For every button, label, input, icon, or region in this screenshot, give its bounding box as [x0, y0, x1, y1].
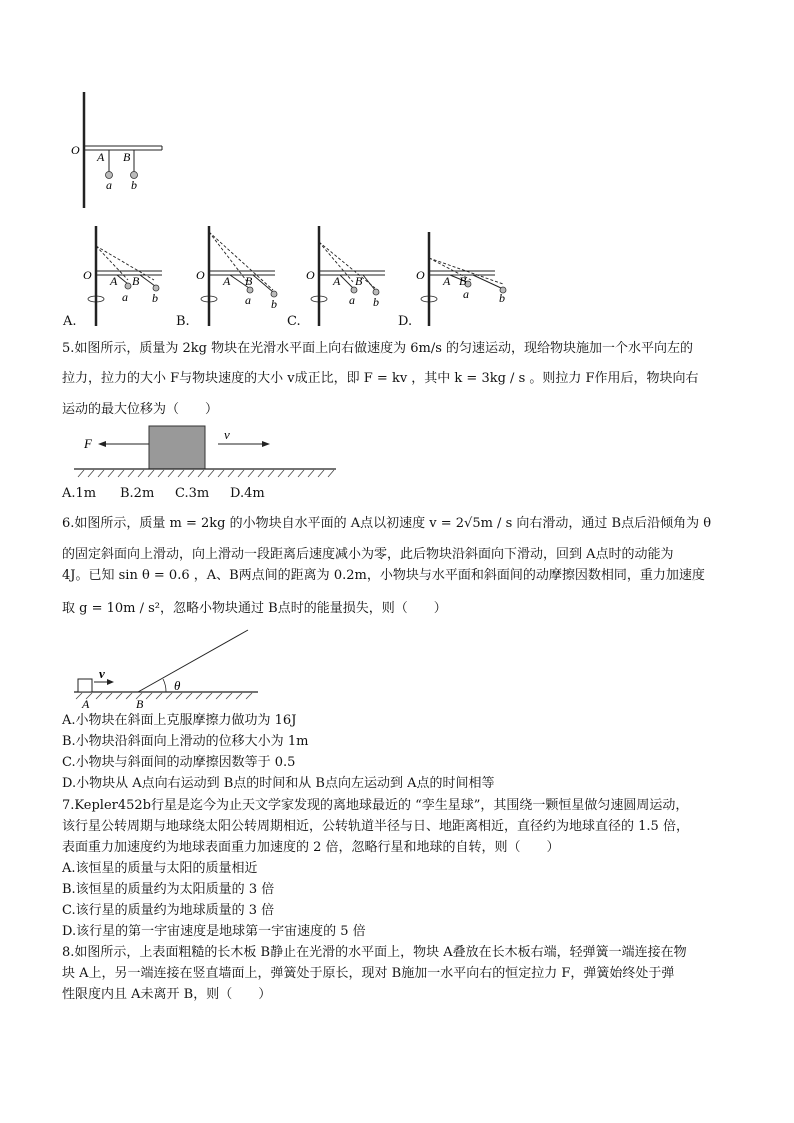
q5-option-d[interactable]: D.4m [230, 486, 265, 501]
label-theta: θ [174, 678, 181, 693]
label-v: v [99, 666, 105, 681]
q7-option-b[interactable]: B.该恒星的质量约为太阳质量的 3 倍 [62, 882, 275, 897]
q5-line-1: 5.如图所示，质量为 2kg 物块在光滑水平面上向右做速度为 6m/s 的匀速运动，现给物块施加一个水平向左的 [62, 341, 694, 356]
svg-text:B: B [245, 274, 253, 288]
svg-text:O: O [416, 268, 425, 282]
q5-option-b[interactable]: B.2m [120, 486, 155, 501]
svg-text:A: A [110, 274, 118, 288]
label-v: v [224, 427, 230, 442]
q5-option-c[interactable]: C.3m [175, 486, 210, 501]
q7-line-2: 该行星公转周期与地球绕太阳公转周期相近，公转轨道半径与日、地距离相近，直径约为地球直径的 1.5 倍， [62, 819, 689, 834]
q6-option-a[interactable]: A.小物块在斜面上克服摩擦力做功为 16J [62, 713, 297, 728]
svg-text:b: b [499, 291, 505, 305]
q6-line-2: 的固定斜面向上滑动，向上滑动一段距离后速度减小为零，此后物块沿斜面向下滑动，回到 A点时的动能为 [62, 547, 674, 562]
svg-text:O: O [196, 268, 205, 282]
option-c-label[interactable]: C. [287, 314, 301, 329]
label-A: A [82, 697, 90, 710]
svg-text:b: b [152, 291, 158, 305]
svg-text:O: O [306, 268, 315, 282]
label-a: a [106, 178, 112, 192]
q6-option-b[interactable]: B.小物块沿斜面向上滑动的位移大小为 1m [62, 734, 309, 749]
option-a-label[interactable]: A. [63, 314, 77, 329]
label-A: A [97, 150, 105, 164]
svg-text:a: a [463, 287, 469, 301]
q8-line-3: 性限度内且 A未离开 B，则（ ） [62, 987, 272, 1002]
q5-figure [70, 423, 340, 481]
q8-line-2: 块 A上，另一端连接在竖直墙面上，弹簧处于原长，现对 B施加一水平向右的恒定拉力 F，弹簧始终处于弹 [62, 966, 675, 981]
option-figure-d [413, 222, 518, 328]
q7-option-a[interactable]: A.该恒星的质量与太阳的质量相近 [62, 861, 258, 876]
svg-text:O: O [83, 268, 92, 282]
label-B: B [136, 697, 144, 710]
q5-line-3: 运动的最大位移为（ ） [62, 402, 219, 417]
q7-line-3: 表面重力加速度约为地球表面重力加速度的 2 倍，忽略行星和地球的自转，则（ ） [62, 840, 560, 855]
svg-text:a: a [122, 290, 128, 304]
q6-option-d[interactable]: D.小物块从 A点向右运动到 B点的时间和从 B点向左运动到 A点的时间相等 [62, 776, 495, 791]
q6-line-3: 4J。已知 sin θ = 0.6 ，A、B两点间的距离为 0.2m，小物块与水平面和斜面间的动摩擦因数相同，重力加速度 [62, 568, 705, 583]
q5-option-a[interactable]: A.1m [62, 486, 97, 501]
svg-text:B: B [132, 274, 140, 288]
top-figure [60, 88, 170, 213]
q8-line-1: 8.如图所示，上表面粗糙的长木板 B静止在光滑的水平面上，物块 A叠放在长木板右端，轻弹簧一端连接在物 [62, 945, 687, 960]
svg-text:a: a [245, 293, 251, 307]
q7-option-d[interactable]: D.该行星的第一宇宙速度是地球第一宇宙速度的 5 倍 [62, 924, 366, 939]
svg-text:B: B [355, 274, 363, 288]
q6-line-1: 6.如图所示，质量 m = 2kg 的小物块自水平面的 A点以初速度 v = 2√5m / s 向右滑动，通过 B点后沿倾角为 θ [62, 516, 712, 531]
label-b: b [131, 178, 137, 192]
svg-text:a: a [349, 293, 355, 307]
option-figure-c [303, 222, 393, 328]
svg-text:A: A [333, 274, 341, 288]
q6-option-c[interactable]: C.小物块与斜面间的动摩擦因数等于 0.5 [62, 755, 296, 770]
option-d-label[interactable]: D. [398, 314, 413, 329]
label-F: F [84, 436, 92, 451]
q5-line-2: 拉力，拉力的大小 F与物块速度的大小 v成正比，即 F = kv ，其中 k = 3kg / s 。则拉力 F作用后，物块向右 [62, 371, 699, 386]
label-O: O [71, 143, 80, 157]
svg-text:b: b [271, 297, 277, 311]
q7-option-c[interactable]: C.该行星的质量约为地球质量的 3 倍 [62, 903, 275, 918]
label-B: B [123, 150, 131, 164]
q6-figure [70, 628, 260, 710]
svg-text:B: B [459, 274, 467, 288]
q7-line-1: 7.Kepler452b行星是迄今为止天文学家发现的离地球最近的 “孪生星球”，其围绕一颗恒星做匀速圆周运动， [62, 798, 689, 813]
svg-text:A: A [443, 274, 451, 288]
q6-line-4: 取 g = 10m / s²，忽略小物块通过 B点时的能量损失，则（ ） [62, 601, 447, 616]
option-b-label[interactable]: B. [176, 314, 190, 329]
option-figure-a [80, 222, 170, 328]
option-figure-b [193, 222, 288, 328]
svg-text:b: b [373, 295, 379, 309]
svg-text:A: A [223, 274, 231, 288]
